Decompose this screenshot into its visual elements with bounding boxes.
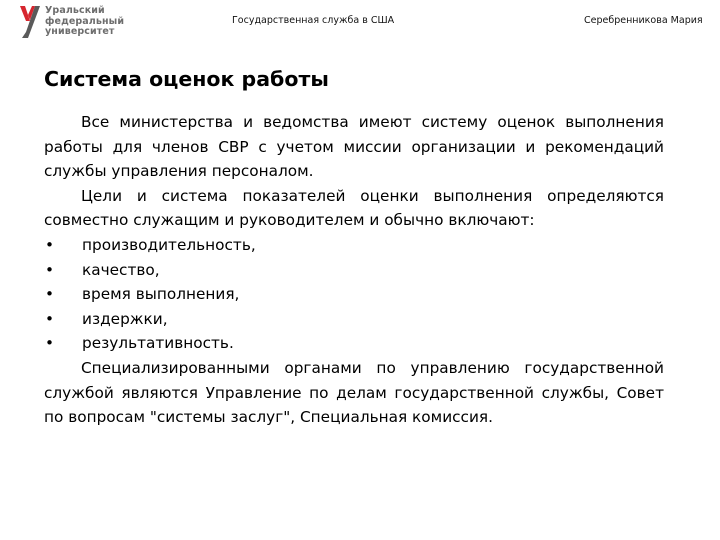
logo-line: университет	[45, 26, 115, 37]
list-item-text: качество,	[82, 260, 160, 279]
logo-line: Уральский	[45, 5, 105, 16]
bullet-marker: •	[45, 260, 55, 279]
slide-body	[44, 110, 664, 430]
list-item-text: издержки,	[82, 309, 168, 328]
list-item	[44, 331, 664, 356]
bullet-marker: •	[45, 235, 55, 254]
body-paragraph: Цели и система показателей оценки выполнения определяются совместно служащим и руководителем и обычно включают:	[44, 186, 664, 230]
university-logo	[20, 6, 140, 40]
body-paragraph: Все министерства и ведомства имеют систему оценок выполнения работы для членов СВР с учетом миссии организации и рекомендаций службы управления персоналом.	[44, 113, 664, 181]
list-item	[44, 258, 664, 283]
closing-paragraph: Специализированными органами по управлению государственной службой являются Управление по делам государственной службы, Совет по вопросам "системы заслуг", Специальная комиссия.	[44, 358, 664, 427]
header-topic: Государственная служба в США	[232, 15, 395, 26]
list-item-text: результативность.	[82, 334, 234, 353]
list-item-text: производительность,	[82, 235, 256, 254]
logo-text	[45, 6, 124, 38]
list-item	[44, 307, 664, 332]
list-item	[44, 282, 664, 307]
list-item-text: время выполнения,	[82, 285, 240, 304]
header-author: Серебренникова Мария	[584, 15, 703, 26]
list-item	[44, 233, 664, 258]
ural-federal-university-logo-icon	[20, 6, 40, 38]
logo-line: федеральный	[45, 15, 125, 27]
slide-title: Система оценок работы	[44, 67, 329, 91]
bullet-marker: •	[45, 285, 55, 304]
bullet-list	[44, 233, 664, 356]
bullet-marker: •	[45, 309, 55, 328]
bullet-marker: •	[45, 334, 55, 353]
